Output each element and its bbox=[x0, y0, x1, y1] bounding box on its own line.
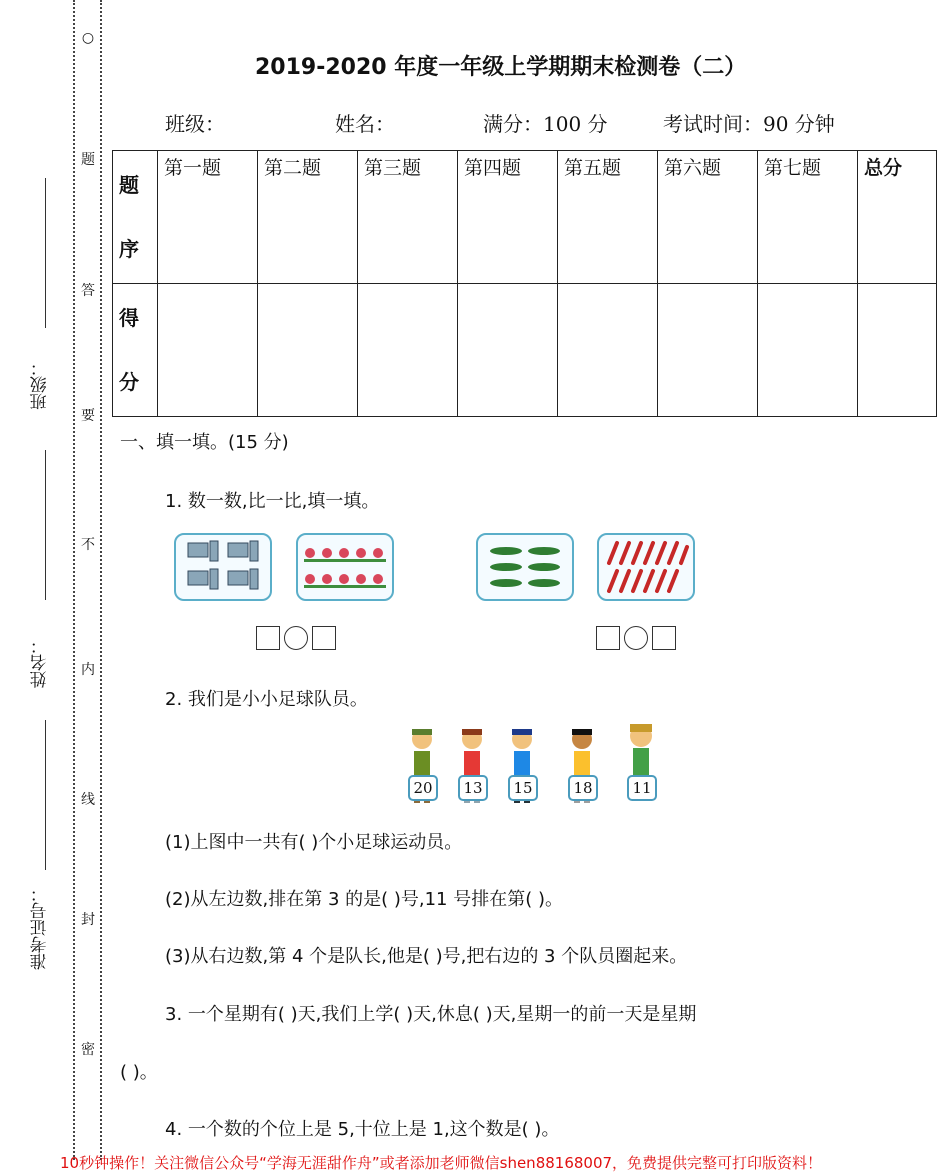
cucumbers-picture bbox=[476, 533, 574, 601]
col-header: 第三题 bbox=[358, 151, 458, 284]
side-class-label: 班级： bbox=[30, 359, 51, 411]
player-figure bbox=[504, 725, 540, 807]
player-number: 13 bbox=[458, 775, 488, 801]
col-header: 第四题 bbox=[458, 151, 558, 284]
player-figure bbox=[564, 725, 600, 807]
binding-char: 题 bbox=[81, 152, 95, 168]
binding-char: 线 bbox=[81, 792, 95, 808]
binding-char: 封 bbox=[81, 912, 95, 928]
col-header: 第六题 bbox=[658, 151, 758, 284]
player-number: 18 bbox=[568, 775, 598, 801]
answer-box[interactable] bbox=[596, 626, 620, 650]
class-label: 班级： bbox=[165, 112, 225, 136]
player-number: 11 bbox=[627, 775, 657, 801]
binding-char: 密 bbox=[81, 1042, 95, 1058]
compare-circle[interactable] bbox=[624, 626, 648, 650]
col-header: 第五题 bbox=[558, 151, 658, 284]
row-header-order: 题 序 bbox=[113, 151, 158, 284]
question-2-1: (1)上图中一共有( )个小足球运动员。 bbox=[165, 832, 463, 853]
player-figure bbox=[404, 725, 440, 807]
name-label: 姓名： bbox=[335, 112, 395, 136]
cucumber-icons bbox=[478, 535, 572, 599]
side-name-label: 姓名： bbox=[30, 637, 51, 689]
score-cell[interactable] bbox=[258, 284, 358, 417]
exam-time: 考试时间：90 分钟 bbox=[663, 112, 835, 136]
player-number: 20 bbox=[408, 775, 438, 801]
score-cell[interactable] bbox=[358, 284, 458, 417]
side-fill-line bbox=[45, 178, 46, 328]
answer-box[interactable] bbox=[256, 626, 280, 650]
binding-char: 内 bbox=[81, 662, 95, 678]
flower-icons bbox=[298, 535, 392, 599]
question-2-2: (2)从左边数,排在第 3 的是( )号,11 号排在第( )。 bbox=[165, 889, 563, 910]
score-cell[interactable] bbox=[458, 284, 558, 417]
player-figure bbox=[454, 725, 490, 807]
chilies-picture bbox=[597, 533, 695, 601]
page-title: 2019-2020 年度一年级上学期期末检测卷（二） bbox=[255, 55, 747, 80]
computers-picture bbox=[174, 533, 272, 601]
footer-promo-banner: 10秒钟操作！关注微信公众号“学海无涯甜作舟”或者添加老师微信shen88168007，免费提供完整可打印版资料！ bbox=[60, 1154, 823, 1172]
col-header: 第二题 bbox=[258, 151, 358, 284]
col-header: 第一题 bbox=[158, 151, 258, 284]
score-cell[interactable] bbox=[658, 284, 758, 417]
side-exam-id-label: 准考证号： bbox=[30, 885, 51, 971]
question-3-line2: ( )。 bbox=[120, 1062, 158, 1083]
question-2: 2. 我们是小小足球队员。 bbox=[165, 689, 368, 710]
binding-char: 答 bbox=[81, 283, 95, 299]
row-header-score: 得 分 bbox=[113, 284, 158, 417]
score-table bbox=[112, 150, 937, 417]
binding-char: 要 bbox=[81, 408, 95, 424]
section-heading: 一、填一填。(15 分) bbox=[120, 432, 289, 453]
chili-icons bbox=[599, 535, 693, 599]
question-4: 4. 一个数的个位上是 5,十位上是 1,这个数是( )。 bbox=[165, 1119, 560, 1140]
side-fill-line bbox=[45, 450, 46, 600]
compare-blanks-2 bbox=[596, 626, 676, 650]
binding-dotted-line-inner bbox=[100, 0, 102, 1160]
answer-box[interactable] bbox=[652, 626, 676, 650]
score-cell[interactable] bbox=[558, 284, 658, 417]
score-cell-total[interactable] bbox=[858, 284, 937, 417]
col-header-total: 总分 bbox=[858, 151, 937, 284]
player-figure bbox=[623, 722, 659, 807]
player-number: 15 bbox=[508, 775, 538, 801]
binding-char: 不 bbox=[81, 537, 95, 553]
full-score: 满分：100 分 bbox=[483, 112, 608, 136]
flowers-picture bbox=[296, 533, 394, 601]
question-1: 1. 数一数,比一比,填一填。 bbox=[165, 491, 380, 512]
compare-blanks-1 bbox=[256, 626, 336, 650]
score-cell[interactable] bbox=[758, 284, 858, 417]
compare-circle[interactable] bbox=[284, 626, 308, 650]
question-2-3: (3)从右边数,第 4 个是队长,他是( )号,把右边的 3 个队员圈起来。 bbox=[165, 946, 688, 967]
side-fill-line bbox=[45, 720, 46, 870]
binding-dotted-line-outer bbox=[73, 0, 75, 1160]
binding-circle: ○ bbox=[79, 30, 97, 46]
question-3-line1: 3. 一个星期有( )天,我们上学( )天,休息( )天,星期一的前一天是星期 bbox=[165, 1004, 697, 1025]
score-cell[interactable] bbox=[158, 284, 258, 417]
col-header: 第七题 bbox=[758, 151, 858, 284]
answer-box[interactable] bbox=[312, 626, 336, 650]
computer-icons bbox=[176, 535, 270, 599]
